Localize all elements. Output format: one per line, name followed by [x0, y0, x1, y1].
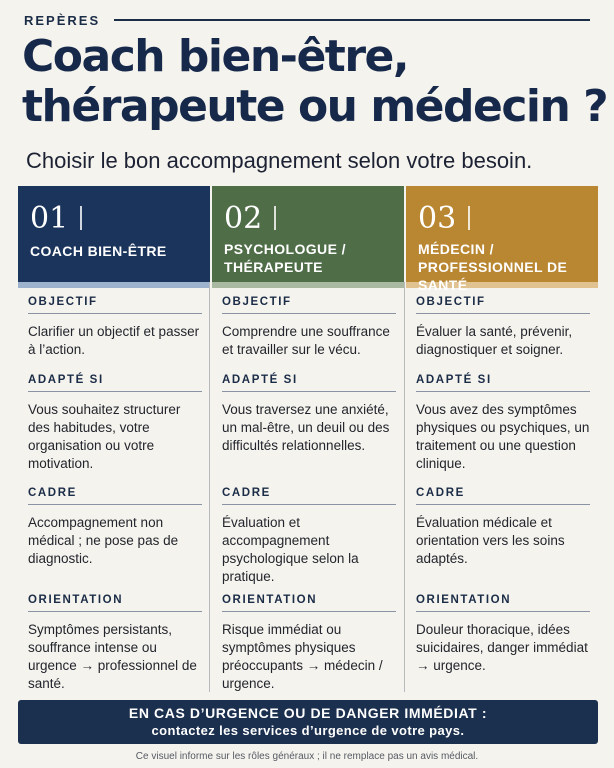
number-row: [30, 198, 198, 238]
section-cadre: [28, 487, 202, 568]
section-orientation: [416, 594, 590, 675]
section-cadre: [416, 487, 590, 568]
section-text: Symptômes persistants, souffrance intense ou urgence → professionnel de santé.: [28, 622, 197, 691]
section-label: OBJECTIF: [222, 296, 396, 314]
column-divider: [209, 282, 210, 692]
column-title: [224, 240, 392, 276]
column-title-line-2: THÉRAPEUTE: [224, 259, 323, 275]
section-label: OBJECTIF: [28, 296, 202, 314]
number-divider: [274, 206, 276, 230]
section-text: Vous traversez une anxiété, un mal-être, un deuil ou des difficultés relationnelles.: [222, 402, 390, 453]
column-title-line-2: PROFESSIONNEL DE SANTÉ: [418, 259, 568, 293]
emergency-heading: EN CAS D’URGENCE OU DE DANGER IMMÉDIAT :: [128, 705, 488, 721]
section-text: Clarifier un objectif et passer à l’action.: [28, 324, 200, 357]
kicker-label: REPÈRES: [24, 12, 101, 28]
column-number: 01: [30, 200, 69, 236]
column-accent-bar: [18, 282, 210, 288]
page-title: [22, 31, 608, 132]
section-text: Évaluer la santé, prévenir, diagnostiquer et soigner.: [416, 324, 573, 357]
section-label: ADAPTÉ SI: [222, 374, 396, 392]
section-label: ORIENTATION: [222, 594, 396, 612]
section-text: Vous souhaitez structurer des habitudes, votre organisation ou votre motivation.: [28, 402, 181, 471]
section-text: Douleur thoracique, idées suicidaires, danger immédiat → urgence.: [416, 622, 588, 673]
section-text: Évaluation et accompagnement psychologique selon la pratique.: [222, 515, 359, 584]
section-orientation: [28, 594, 202, 693]
title-line-1: Coach bien-être,: [22, 31, 409, 82]
section-text: Vous avez des symptômes physiques ou psychiques, un traitement ou une question clinique.: [416, 402, 590, 471]
section-label: CADRE: [416, 487, 590, 505]
section-label: ADAPTÉ SI: [28, 374, 202, 392]
column-number: 03: [418, 200, 457, 236]
column-medecin: [406, 186, 598, 673]
section-objectif: [28, 296, 202, 359]
column-title-line-1: PSYCHOLOGUE /: [224, 241, 346, 257]
column-psychologue: [212, 186, 404, 691]
column-divider: [404, 282, 405, 692]
section-adapte-si: [416, 374, 590, 473]
number-row: [224, 198, 392, 238]
column-coach: [18, 186, 210, 691]
section-text: Accompagnement non médical ; ne pose pas de diagnostic.: [28, 515, 179, 566]
kicker-rule: [114, 19, 590, 21]
section-objectif: [416, 296, 590, 359]
disclaimer-footnote: Ce visuel informe sur les rôles généraux ; il ne remplace pas un avis médical.: [135, 751, 479, 762]
section-text: Risque immédiat ou symptômes physiques préoccupants → médecin / urgence.: [222, 622, 383, 691]
column-number: 02: [224, 200, 263, 236]
section-adapte-si: [222, 374, 396, 455]
section-objectif: [222, 296, 396, 359]
column-header: [212, 186, 404, 282]
section-adapte-si: [28, 374, 202, 473]
number-divider: [468, 206, 470, 230]
emergency-banner: [18, 700, 598, 744]
number-divider: [80, 206, 82, 230]
column-header: [18, 186, 210, 282]
column-accent-bar: [212, 282, 404, 288]
title-line-2: thérapeute ou médecin ?: [22, 81, 608, 132]
number-row: [418, 198, 586, 238]
column-header: [406, 186, 598, 293]
section-orientation: [222, 594, 396, 693]
section-text: Évaluation médicale et orientation vers les soins adaptés.: [416, 515, 565, 566]
section-label: ORIENTATION: [28, 594, 202, 612]
section-cadre: [222, 487, 396, 586]
section-label: ADAPTÉ SI: [416, 374, 590, 392]
section-label: CADRE: [222, 487, 396, 505]
column-title: [30, 242, 198, 260]
section-text: Comprendre une souffrance et travailler sur le vécu.: [222, 324, 390, 357]
section-label: CADRE: [28, 487, 202, 505]
section-label: ORIENTATION: [416, 594, 590, 612]
column-title-line-1: MÉDECIN /: [418, 241, 494, 257]
emergency-instruction: contactez les services d’urgence de votre pays.: [151, 723, 465, 738]
section-label: OBJECTIF: [416, 296, 590, 314]
column-title-line-1: COACH BIEN-ÊTRE: [30, 243, 167, 259]
subtitle: Choisir le bon accompagnement selon votre besoin.: [26, 148, 533, 173]
kicker-row: [24, 12, 590, 28]
